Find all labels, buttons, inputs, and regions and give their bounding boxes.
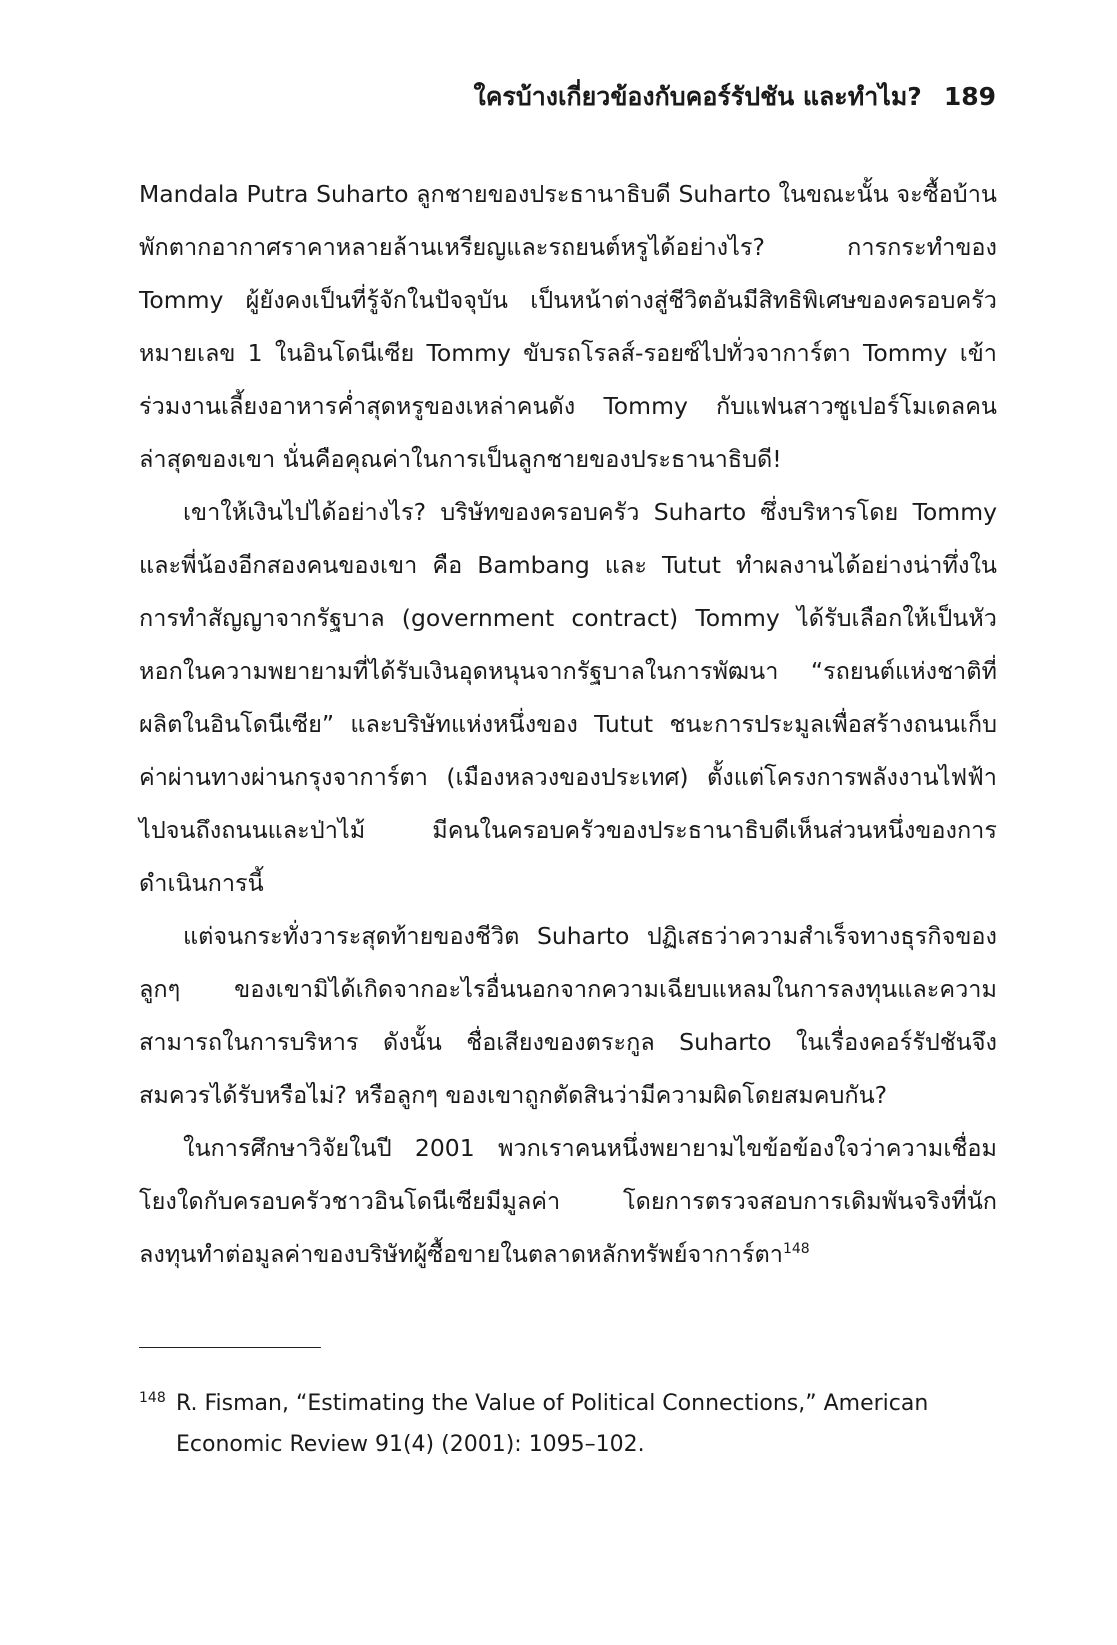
paragraph-4 <box>139 1122 997 1281</box>
paragraph-1 <box>139 168 997 486</box>
footnote-divider <box>139 1347 321 1348</box>
paragraph-text: เขาให้เงินไปได้อย่างไร? บริษัทของครอบครัว Suharto ซึ่งบริหารโดย Tommy และพี่น้องอีกสองคนของเขา คือ Bambang และ Tutut ทำผลงานได้อย่างน่าทึ่งในการทำสัญญาจากรัฐบาล (government contract) Tommy ได้รับเลือกให้เป็นหัวหอกในความพยายามที่ได้รับเงินอุดหนุนจากรัฐบาลในการพัฒนา “รถยนต์แห่งชาติที่ผลิตในอินโดนีเซีย” และบริษัทแห่งหนึ่งของ Tutut ชนะการประมูลเพื่อสร้างถนนเก็บค่าผ่านทางผ่านกรุงจาการ์ตา (เมืองหลวงของประเทศ) ตั้งแต่โครงการพลังงานไฟฟ้าไปจนถึงถนนและป่าไม้ มีคนในครอบครัวของประธานาธิบดีเห็นส่วนหนึ่งของการดำเนินการนี้ <box>139 498 997 897</box>
running-header <box>473 80 996 114</box>
paragraph-text: ในการศึกษาวิจัยในปี 2001 พวกเราคนหนึ่งพยายามไขข้อข้องใจว่าความเชื่อมโยงใดกับครอบครัวชาวอินโดนีเซียมีมูลค่า โดยการตรวจสอบการเดิมพันจริงที่นักลงทุนทำต่อมูลค่าของบริษัทผู้ซื้อขายในตลาดหลักทรัพย์จาการ์ตา <box>139 1134 997 1268</box>
paragraph-text: แต่จนกระทั่งวาระสุดท้ายของชีวิต Suharto ปฏิเสธว่าความสำเร็จทางธุรกิจของลูกๆ ของเขามิได้เกิดจากอะไรอื่นนอกจากความเฉียบแหลมในการลงทุนและความสามารถในการบริหาร ดังนั้น ชื่อเสียงของตระกูล Suharto ในเรื่องคอร์รัปชันจึงสมควรได้รับหรือไม่? หรือลูกๆ ของเขาถูกตัดสินว่ามีความผิดโดยสมคบกัน? <box>139 922 997 1109</box>
footnote: 148 R. Fisman, “Estimating the Value of Political Connections,” American Economic Review 91(4) (2001): 1095–102. <box>139 1383 997 1465</box>
paragraph-3 <box>139 910 997 1122</box>
footnote-reference[interactable]: 148 <box>782 1241 810 1258</box>
page-number: 189 <box>943 82 996 111</box>
paragraph-2 <box>139 486 997 910</box>
paragraph-text: Mandala Putra Suharto ลูกชายของประธานาธิบดี Suharto ในขณะนั้น จะซื้อบ้านพักตากอากาศราคาหลายล้านเหรียญและรถยนต์หรูได้อย่างไร? การกระทำของ Tommy ผู้ยังคงเป็นที่รู้จักในปัจจุบัน เป็นหน้าต่างสู่ชีวิตอันมีสิทธิพิเศษของครอบครัวหมายเลข 1 ในอินโดนีเซีย Tommy ขับรถโรลส์-รอยซ์ไปทั่วจาการ์ตา Tommy เข้าร่วมงานเลี้ยงอาหารค่ำสุดหรูของเหล่าคนดัง Tommy กับแฟนสาวซูเปอร์โมเดลคนล่าสุดของเขา นั่นคือคุณค่าในการเป็นลูกชายของประธานาธิบดี! <box>139 180 997 473</box>
body-text <box>139 168 997 1281</box>
running-title: ใครบ้างเกี่ยวข้องกับคอร์รัปชัน และทำไม? <box>473 82 922 111</box>
footnote-text: R. Fisman, “Estimating the Value of Political Connections,” American Economic Review 91(4) (2001): 1095–102. <box>176 1391 929 1457</box>
